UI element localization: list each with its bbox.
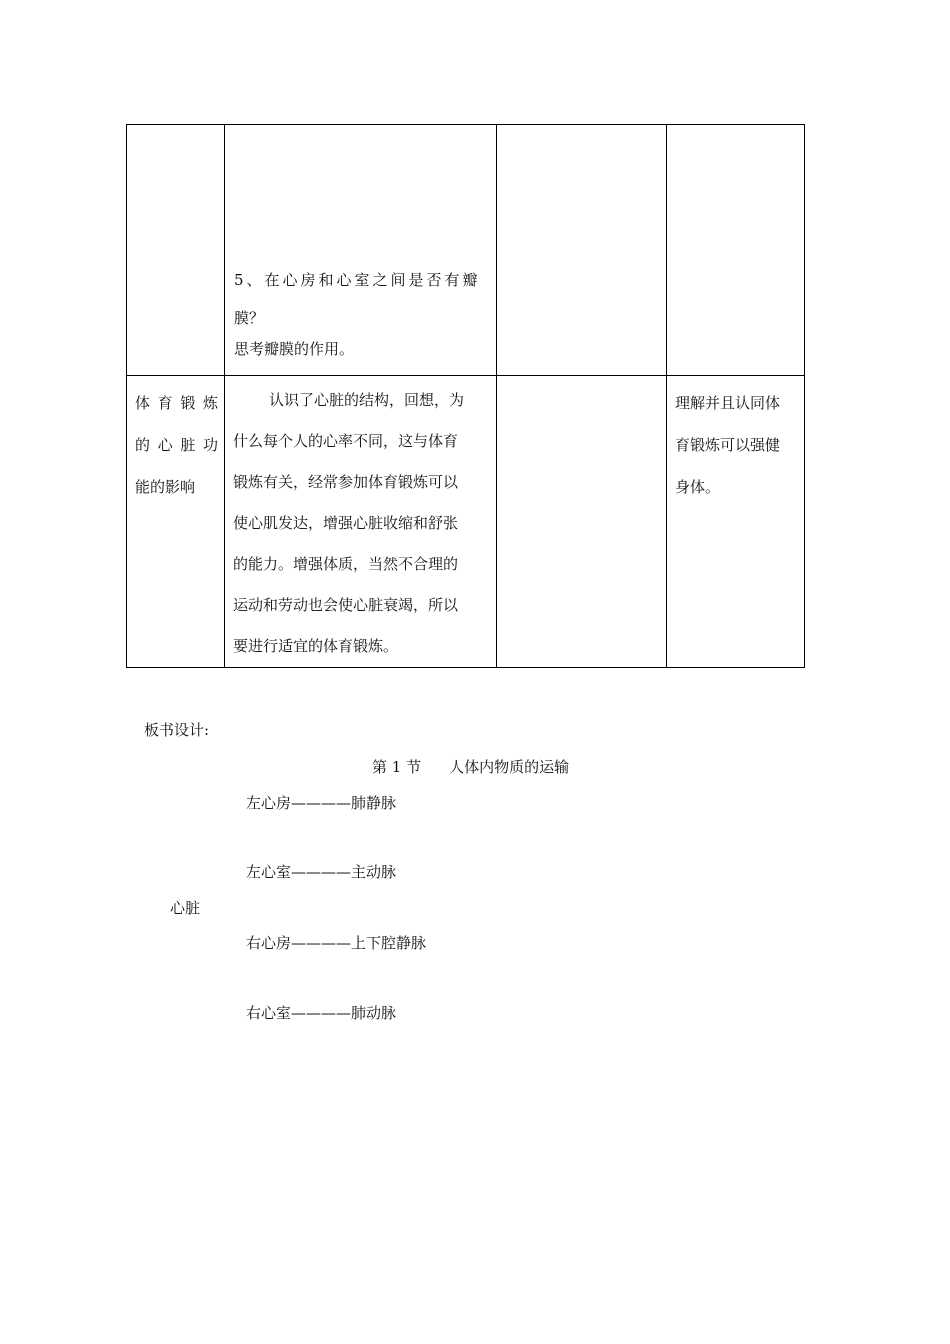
board-item-left-ventricle: 左心室————主动脉 bbox=[246, 863, 397, 881]
topic-line: 体育锻炼 bbox=[135, 394, 218, 412]
board-heart-label: 心脏 bbox=[170, 899, 201, 917]
content-line: 的能力。增强体质，当然不合理的 bbox=[233, 555, 459, 573]
topic-line: 能的影响 bbox=[135, 478, 196, 496]
content-cell bbox=[225, 125, 497, 376]
content-cell bbox=[225, 376, 497, 668]
goal-cell bbox=[667, 376, 805, 668]
content-line: 认识了心脏的结构，回想，为 bbox=[269, 391, 465, 409]
topic-line: 的心脏功 bbox=[135, 436, 218, 454]
content-line: 锻炼有关，经常参加体育锻炼可以 bbox=[233, 473, 459, 491]
goal-cell-empty bbox=[667, 125, 805, 376]
goal-line: 理解并且认同体 bbox=[675, 394, 781, 412]
board-title-name: 人体内物质的运输 bbox=[449, 758, 570, 776]
question-5-line2: 膜？ bbox=[234, 309, 265, 327]
question-6: 思考瓣膜的作用。 bbox=[234, 340, 355, 358]
content-line: 使心肌发达，增强心脏收缩和舒张 bbox=[233, 514, 459, 532]
table-row bbox=[127, 125, 805, 376]
content-line: 什么每个人的心率不同，这与体育 bbox=[233, 432, 459, 450]
table-row bbox=[127, 376, 805, 668]
content-line: 要进行适宜的体育锻炼。 bbox=[233, 637, 399, 655]
board-title bbox=[372, 755, 569, 779]
board-item-right-ventricle: 右心室————肺动脉 bbox=[246, 1004, 397, 1022]
board-item-left-atrium: 左心房————肺静脉 bbox=[246, 794, 397, 812]
lesson-table bbox=[126, 124, 805, 668]
topic-cell-empty bbox=[127, 125, 225, 376]
board-title-section: 第 1 节 bbox=[372, 758, 422, 776]
question-5-line1: 5、在心房和心室之间是否有瓣 bbox=[234, 271, 481, 289]
activity-cell-empty bbox=[497, 376, 667, 668]
topic-cell bbox=[127, 376, 225, 668]
goal-line: 育锻炼可以强健 bbox=[675, 436, 781, 454]
board-design-label: 板书设计: bbox=[144, 721, 210, 739]
content-line: 运动和劳动也会使心脏衰竭，所以 bbox=[233, 596, 459, 614]
activity-cell-empty bbox=[497, 125, 667, 376]
goal-line: 身体。 bbox=[675, 478, 721, 496]
board-item-right-atrium: 右心房————上下腔静脉 bbox=[246, 934, 427, 952]
